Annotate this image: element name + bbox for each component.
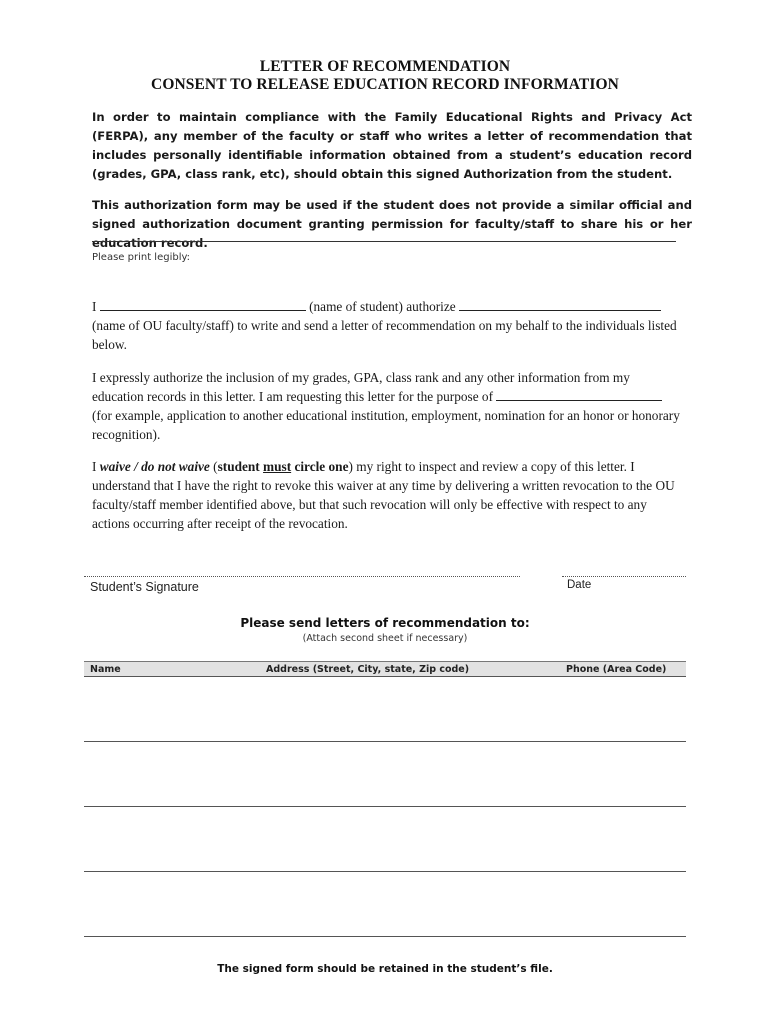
waive-options[interactable]: waive / do not waive (99, 459, 210, 474)
records-text: I expressly authorize the inclusion of my grades, GPA, class rank and any other information from my education records in this letter. I am requesting this letter for the purpose of (92, 370, 630, 404)
purpose-examples-text: (for example, application to another educational institution, employment, nomination for an honor or honorary recognition). (92, 408, 680, 442)
column-address: Address (Street, City, state, Zip code) (266, 664, 470, 675)
date-label: Date (567, 579, 592, 591)
faculty-name-field[interactable] (459, 298, 661, 311)
pronoun-i: I (92, 299, 97, 314)
ferpa-intro-paragraph: In order to maintain compliance with the Family Educational Rights and Privacy Act (FERPA), any member of the faculty or staff who writes a letter of recommendation that includes personally identifiable information obtained from a student’s education record (grades, GPA, class rank, etc), should obtain this signed Authorization from the student. (92, 110, 692, 181)
print-legibly-note: Please print legibly: (92, 252, 191, 263)
recipients-table-header (84, 661, 686, 677)
recipient-row-line[interactable] (84, 741, 686, 742)
attach-sheet-note: (Attach second sheet if necessary) (302, 633, 468, 644)
column-phone: Phone (Area Code) (566, 664, 667, 675)
close-paren: ) (348, 459, 353, 474)
waiver-pronoun: I (92, 459, 100, 474)
open-paren: ( (209, 459, 218, 474)
authorization-note-paragraph: This authorization form may be used if the student does not provide a similar official and signed authorization document granting permission for faculty/staff to share his or her education record. (92, 198, 692, 250)
column-name: Name (90, 664, 121, 675)
signature-line[interactable] (84, 576, 520, 577)
authorize-text: (name of student) authorize (305, 299, 459, 314)
authorization-purpose-text: (name of OU faculty/staff) to write and send a letter of recommendation on my behalf to the individuals listed below. (92, 318, 677, 352)
waiver-terms-text: my right to inspect and review a copy of this letter. I understand that I have the right to revoke this waiver at any time by delivering a written revocation to the OU faculty/staff member identified above, but that such revocation will only be effective with respect to any actions occurring after receipt of the revocation. (92, 459, 675, 531)
retention-footer-note: The signed form should be retained in the student’s file. (217, 963, 553, 975)
recipient-row-line[interactable] (84, 936, 686, 937)
records-release-paragraph (92, 368, 684, 444)
waiver-paragraph (92, 457, 684, 533)
purpose-field[interactable] (496, 388, 662, 401)
student-signature-label: Student’s Signature (90, 580, 199, 594)
student-name-field[interactable] (100, 298, 306, 311)
form-title: LETTER OF RECOMMENDATION (259, 58, 511, 75)
recipient-row-line[interactable] (84, 806, 686, 807)
form-subtitle: CONSENT TO RELEASE EDUCATION RECORD INFORMATION (151, 76, 619, 93)
recipient-row-line[interactable] (84, 871, 686, 872)
recipients-heading: Please send letters of recommendation to: (240, 616, 530, 630)
circle-one-text: circle one (291, 459, 349, 474)
student-word: student (217, 459, 264, 474)
authorization-paragraph (92, 297, 684, 354)
must-word: must (263, 459, 292, 474)
section-divider (92, 241, 676, 242)
date-line[interactable] (562, 576, 686, 577)
